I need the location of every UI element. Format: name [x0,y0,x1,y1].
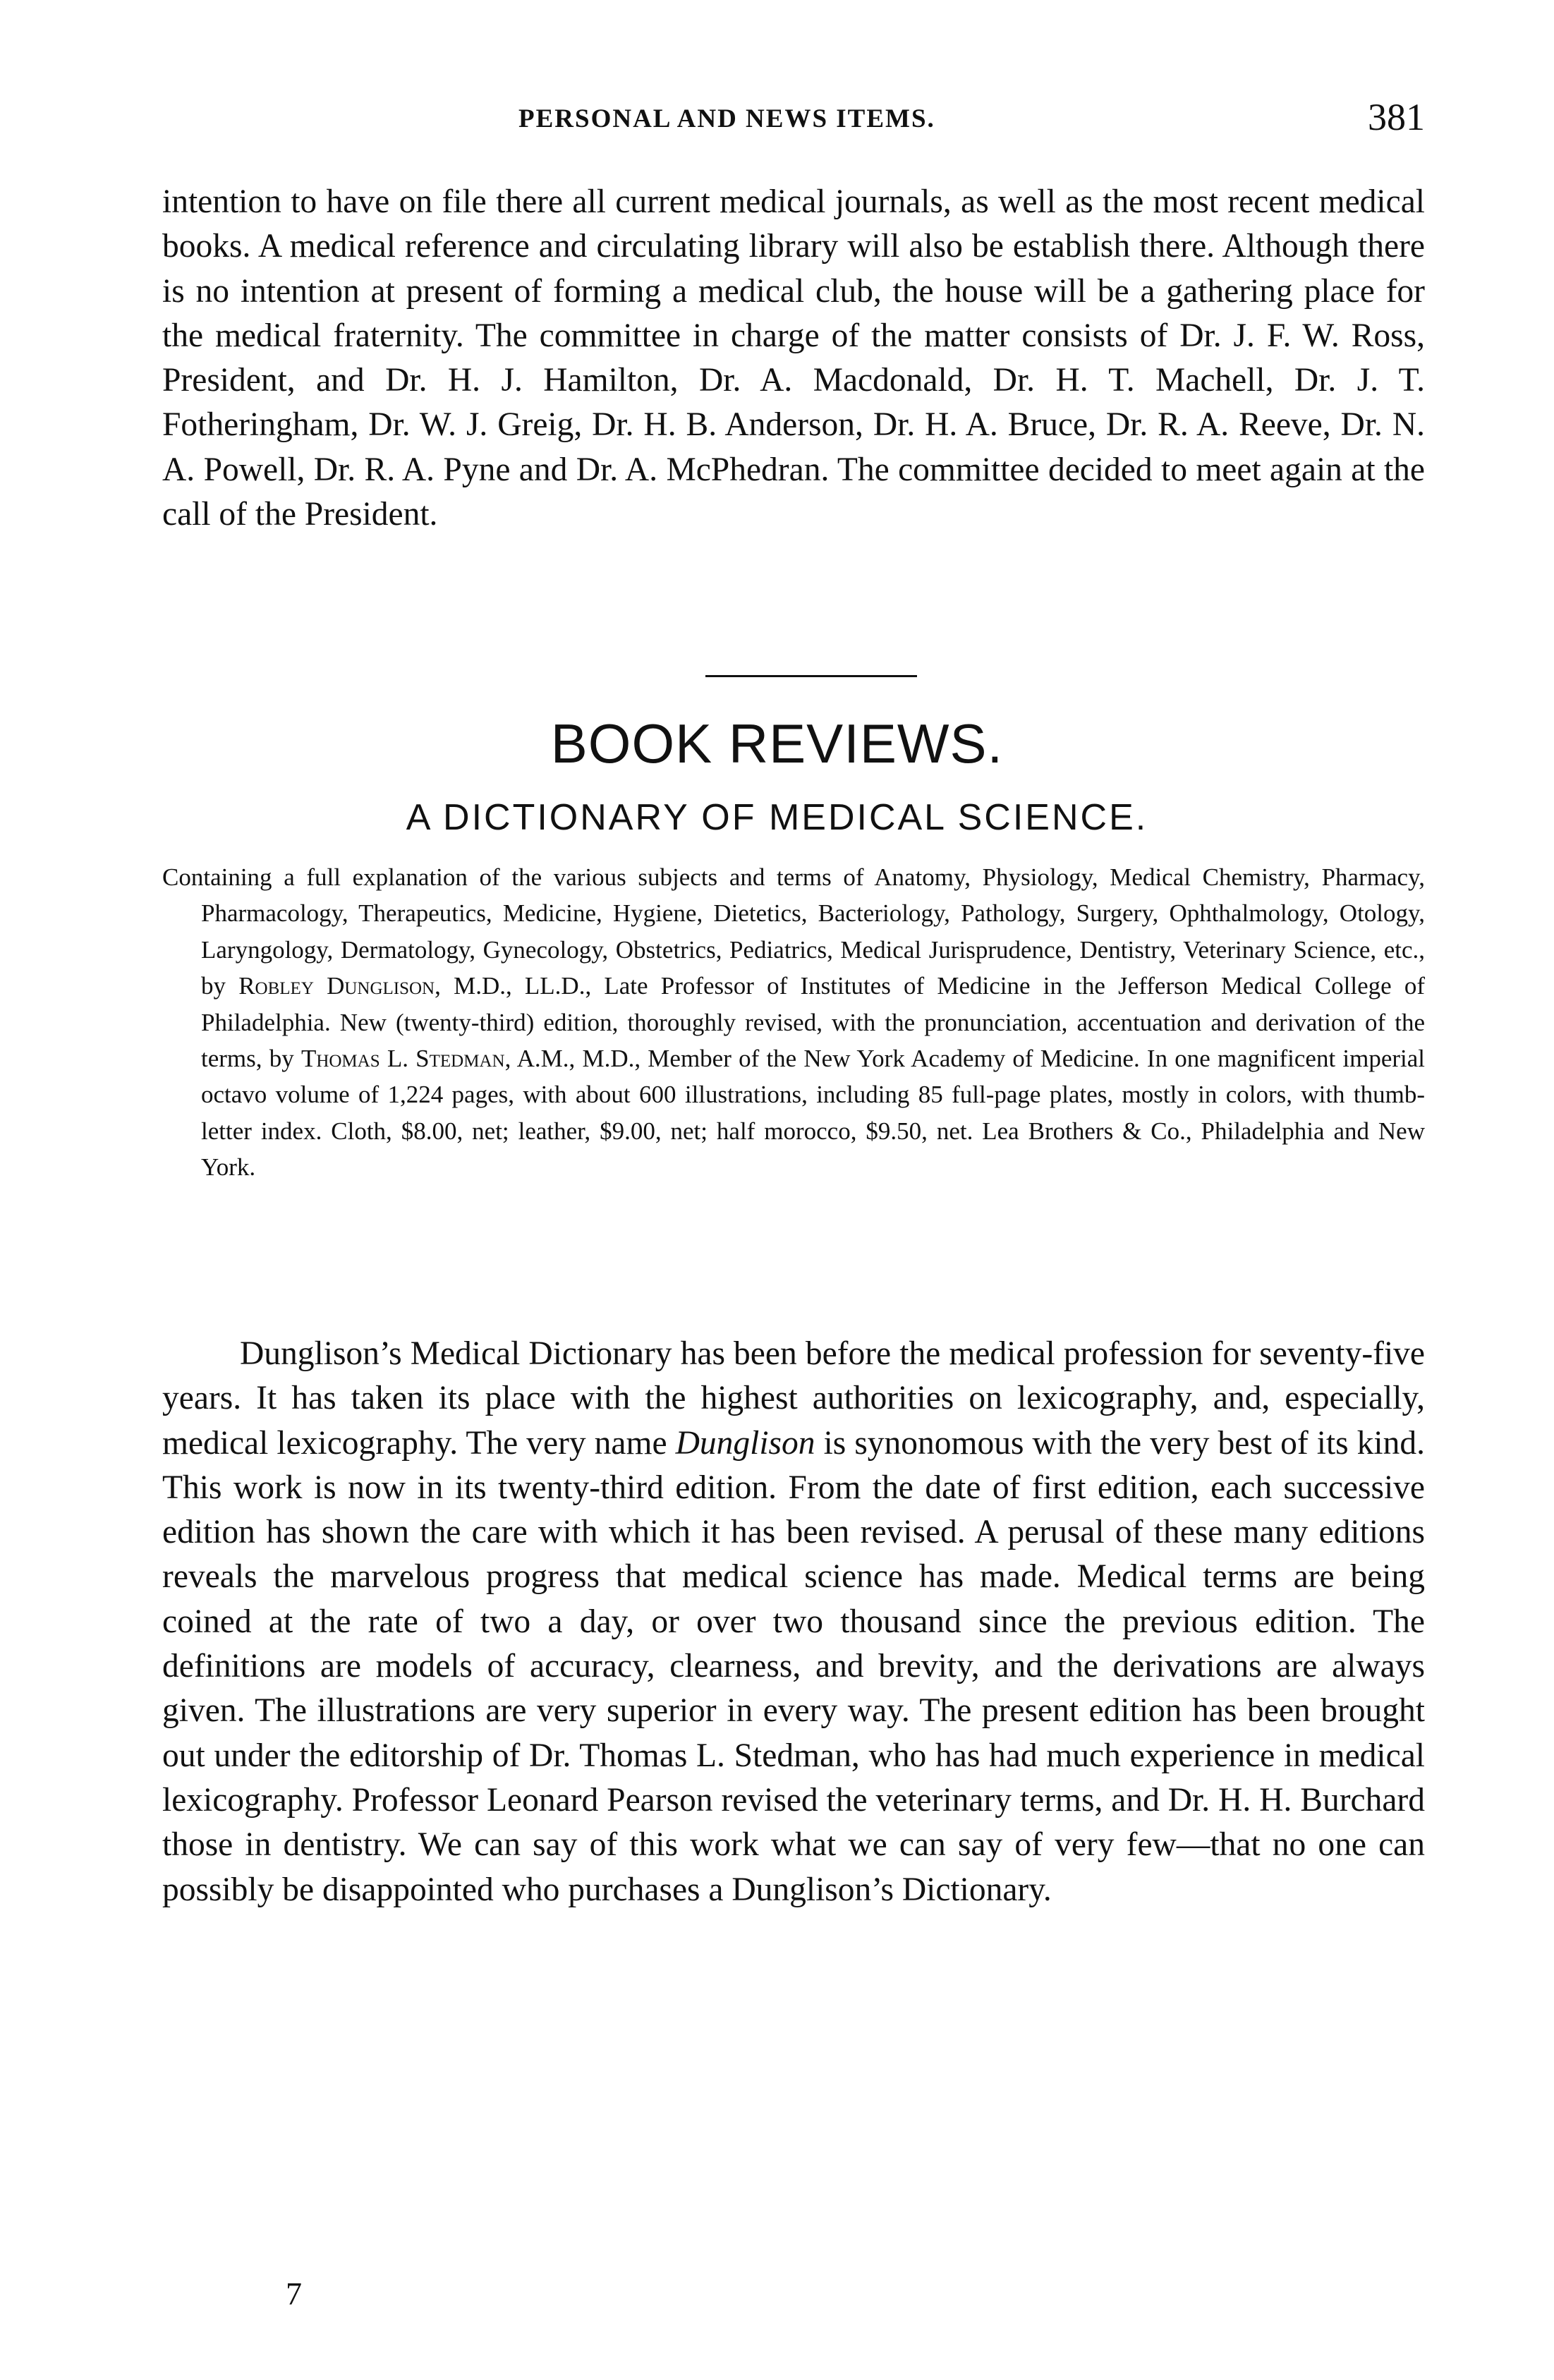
citation-author: Robley Dunglison [238,972,435,1000]
book-title: A DICTIONARY OF MEDICAL SCIENCE. [406,797,1148,838]
page-number: 381 [1368,96,1425,138]
review-italic-name: Dunglison [675,1424,815,1462]
book-citation [162,859,1425,1186]
citation-editor: Thomas L. Stedman [301,1045,505,1073]
section-title: BOOK REVIEWS. [550,712,1004,775]
signature-mark: 7 [286,2276,302,2312]
review-text: Dunglison’s Medical Dictionary has been before the medical profession for seventy-five years. It has taken its place with the highest authorities on lexicography, and, especially, medical lexicography. The very name [162,1335,1425,1462]
news-item-paragraph: intention to have on file there all current medical journals, as well as the most recent medical books. A medical reference and circulating library will also be establish there. Although there is no intention at present of forming a medical club, the house will be a gathering place for the medical fraternity. The committee in charge of the matter consists of Dr. J. F. W. Ross, President, and Dr. H. J. Hamilton, Dr. A. Macdonald, Dr. H. T. Machell, Dr. J. T. Fotheringham, Dr. W. J. Greig, Dr. H. B. Anderson, Dr. H. A. Bruce, Dr. R. A. Reeve, Dr. N. A. Powell, Dr. R. A. Pyne and Dr. A. McPhedran. The committee decided to meet again at the call of the President. [162,183,1425,533]
citation-text: , A.M., M.D., Member of the New York Academy of Medicine. In one magnificent imperial octavo volume of 1,224 pages, with about 600 illustrations, including 85 full-page plates, mostly in colors, with thumb-letter index. Cloth, $8.00, net; leather, $9.00, net; half morocco, $9.50, net. Lea Brothers & Co., Philadelphia and New York. [201,1045,1426,1182]
citation-text: , M.D., LL.D., Late Professor of Institutes of Medicine in the Jefferson Medical College of Philadelphia. New (twenty-third) edition, thoroughly revised, with the pronunciation, accentuation and derivation of the terms, by [201,972,1426,1073]
review-paragraph [162,1332,1425,1912]
citation-text: Containing a full explanation of the various subjects and terms of Anatomy, Physiology, Medical Chemistry, Pharmacy, Pharmacology, Therapeutics, Medicine, Hygiene, Dietetics, Bacteriology, Pathology, Surgery, Ophthalmology, Otology, Laryngology, Dermatology, Gynecology, Obstetrics, Pediatrics, Medical Jurisprudence, Dentistry, Veterinary Science, etc., by [162,863,1425,1000]
running-head [162,95,1425,152]
review-text: is synonomous with the very best of its kind. This work is now in its twenty-third edition. From the date of first edition, each successive edition has shown the care with which it has been revised. A perusal of these many editions reveals the marvelous progress that medical science has made. Medical terms are being coined at the rate of two a day, or over two thousand since the previous edition. The definitions are models of accuracy, clearness, and brevity, and the derivations are always given. The illustrations are very superior in every way. The present edition has been brought out under the editorship of Dr. Thomas L. Stedman, who has had much experience in medical lexicography. Professor Leonard Pearson revised the veterinary terms, and Dr. H. H. Burchard those in dentistry. We can say of this work what we can say of very few—that no one can possibly be disappointed who purchases a Dunglison’s Dictionary. [162,1424,1425,1908]
section-divider [705,675,917,677]
running-title: PERSONAL AND NEWS ITEMS. [518,104,935,133]
